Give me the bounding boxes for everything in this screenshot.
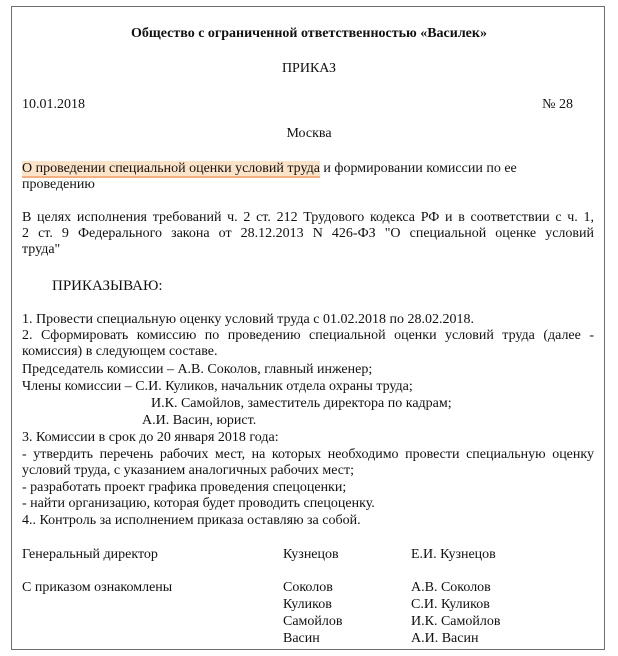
preamble-line: В целях исполнения требований ч. 2 ст. 212 Трудового кодекса РФ и в соответствии с ч. 1, [22, 210, 594, 225]
body-line: - найти организацию, которая будет проводить спецоценку. [22, 496, 375, 511]
document-type: ПРИКАЗ [281, 61, 337, 76]
subject-line-2: проведению [22, 177, 95, 192]
body-line: - утвердить перечень рабочих мест, на которых необходимо провести специальную оценку [22, 447, 594, 462]
organization-name: Общество с ограниченной ответственностью «Василек» [131, 26, 487, 41]
preamble-line: 2 ст. 9 Федерального закона от 28.12.2013 N 426-ФЗ "О специальной оценке условий [22, 226, 594, 241]
familiarized-label: С приказом ознакомлены [22, 580, 173, 595]
city: Москва [286, 126, 332, 141]
order-date: 10.01.2018 [22, 97, 85, 112]
subject-highlight: О проведении специальной оценки условий труда [22, 161, 320, 176]
body-line: 2. Сформировать комиссию по проведению специальной оценки условий труда (далее - [22, 328, 594, 343]
body-line: А.И. Васин, юрист. [142, 413, 257, 428]
body-line: 1. Провести специальную оценку условий труда с 01.02.2018 по 28.02.2018. [22, 312, 474, 327]
body-line: комиссия) в следующем составе. [22, 344, 218, 359]
subject-rest: и формировании комиссии по ее [319, 161, 517, 176]
body-line: 4.. Контроль за исполнением приказа оставляю за собой. [22, 513, 361, 528]
director-signature: Кузнецов [283, 547, 339, 562]
body-line: 3. Комиссии в срок до 20 января 2018 года: [22, 430, 279, 445]
orders-heading: ПРИКАЗЫВАЮ: [52, 278, 163, 294]
familiarized-signature: Соколов [283, 580, 333, 595]
director-position: Генеральный директор [22, 547, 158, 562]
familiarized-name: С.И. Куликов [411, 597, 490, 612]
subject-line [22, 161, 517, 177]
body-line: И.К. Самойлов, заместитель директора по кадрам; [151, 396, 452, 411]
familiarized-name: А.В. Соколов [411, 580, 491, 595]
preamble-line: труда" [22, 242, 61, 257]
body-line: условий труда, с указанием аналогичных рабочих мест; [22, 463, 355, 478]
body-line: Председатель комиссии – А.В. Соколов, главный инженер; [22, 362, 373, 377]
body-line: Члены комиссии – С.И. Куликов, начальник отдела охраны труда; [22, 379, 413, 394]
body-line: - разработать проект графика проведения спецоценки; [22, 480, 347, 495]
director-name: Е.И. Кузнецов [411, 547, 496, 562]
familiarized-name: А.И. Васин [411, 631, 479, 646]
familiarized-signature: Самойлов [283, 614, 343, 629]
order-number: № 28 [542, 97, 573, 112]
familiarized-signature: Куликов [283, 597, 332, 612]
familiarized-signature: Васин [283, 631, 320, 646]
familiarized-name: И.К. Самойлов [411, 614, 501, 629]
